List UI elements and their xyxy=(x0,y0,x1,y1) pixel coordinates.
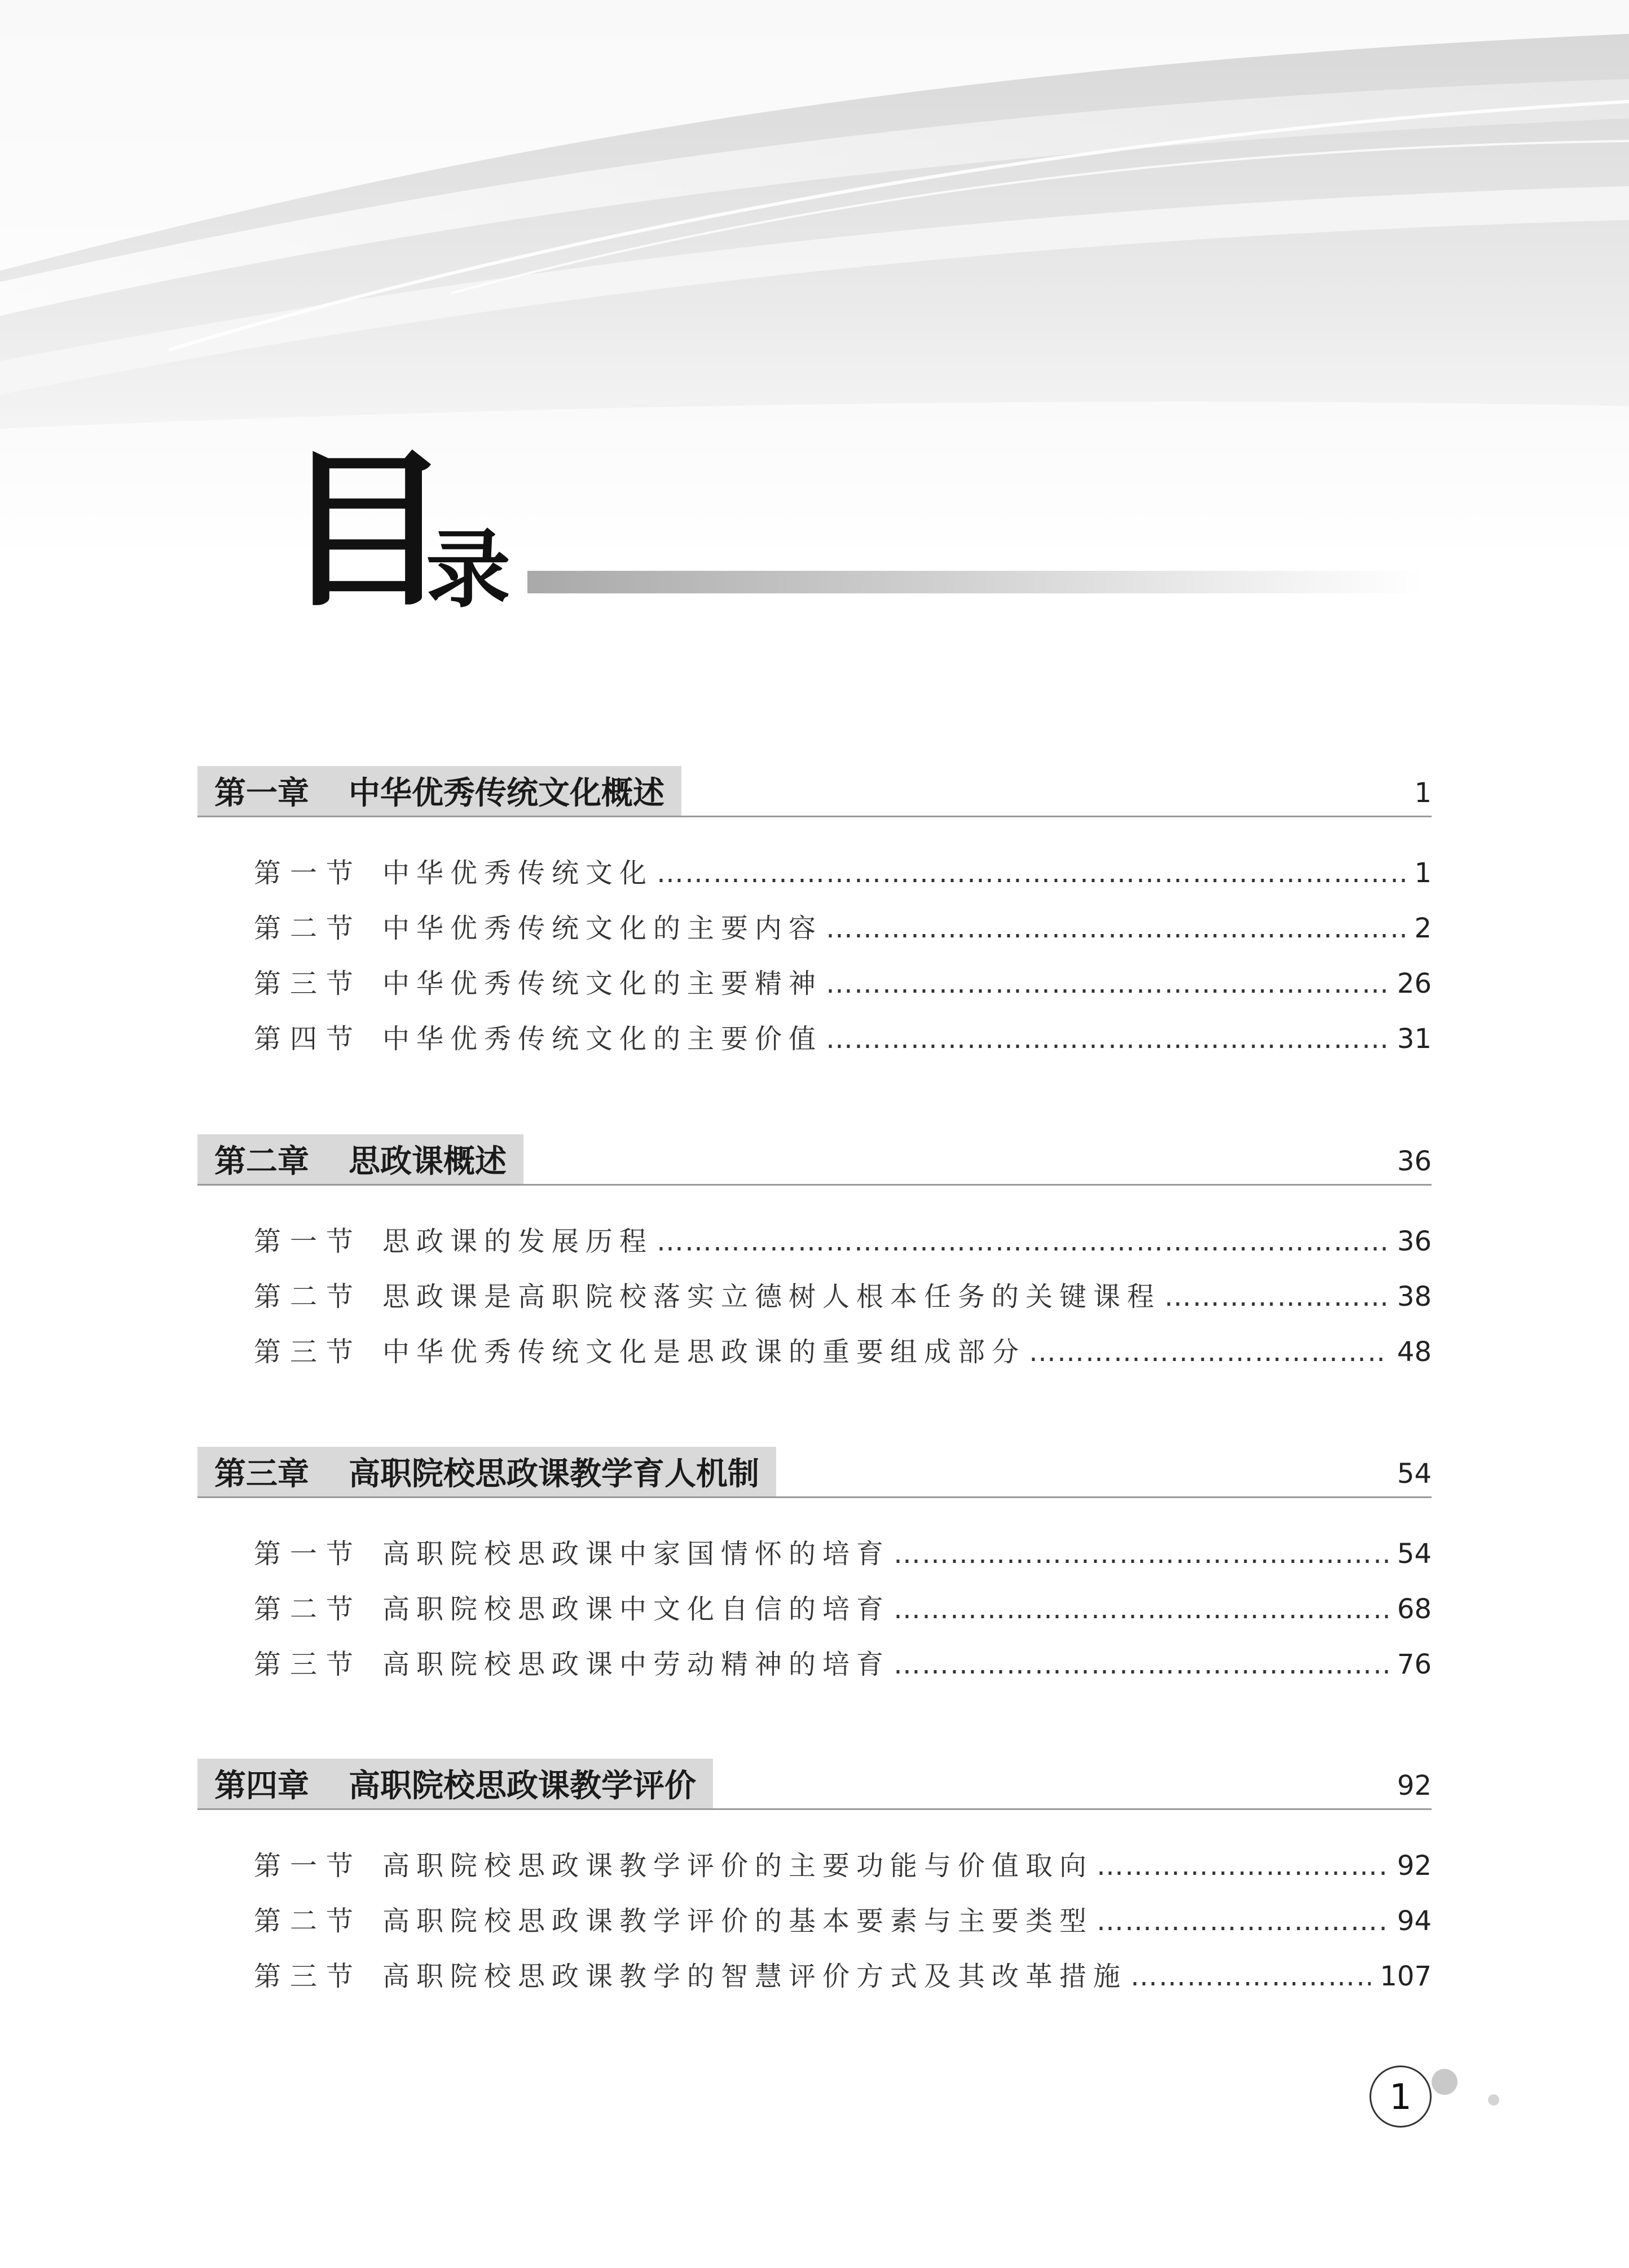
dot-leader xyxy=(826,956,1388,1011)
dot-leader xyxy=(657,845,1405,901)
chapter-title: 思政课概述 xyxy=(349,1143,507,1180)
section-title: 思政课是高职院校落实立德树人根本任务的关键课程 xyxy=(382,1281,1161,1313)
chapter-page-number: 92 xyxy=(1397,1770,1432,1802)
section-page-number: 1 xyxy=(1414,857,1432,889)
dot-leader xyxy=(893,1637,1388,1692)
section-title: 思政课的发展历程 xyxy=(382,1226,654,1257)
section-number: 第二节 xyxy=(254,1281,363,1313)
dot-leader xyxy=(1130,1949,1371,2004)
chapter-page-number: 54 xyxy=(1397,1458,1432,1490)
section-title: 中华优秀传统文化的主要内容 xyxy=(382,913,823,944)
toc-section-entry[interactable] xyxy=(197,1269,1432,1324)
toc-section-entry[interactable] xyxy=(197,1324,1432,1380)
section-number: 第一节 xyxy=(254,857,363,889)
section-title: 高职院校思政课教学评价的主要功能与价值取向 xyxy=(382,1850,1094,1882)
chapter-number: 第二章 xyxy=(214,1143,309,1180)
toc-title-char-1: 目 xyxy=(282,430,451,629)
chapter-title: 高职院校思政课教学评价 xyxy=(349,1768,696,1804)
section-number: 第二节 xyxy=(254,913,363,944)
toc-section-entry[interactable] xyxy=(197,956,1432,1011)
chapter-4 xyxy=(197,1759,1432,2004)
section-title: 中华优秀传统文化的主要精神 xyxy=(382,968,823,999)
toc-section-entry[interactable] xyxy=(197,1011,1432,1067)
section-title: 中华优秀传统文化的主要价值 xyxy=(382,1023,823,1055)
chapter-header[interactable] xyxy=(197,1447,1432,1498)
section-number: 第四节 xyxy=(254,1023,363,1055)
section-title: 高职院校思政课中劳动精神的培育 xyxy=(382,1649,891,1680)
chapter-label xyxy=(197,1447,776,1496)
toc-section-entry[interactable] xyxy=(197,1526,1432,1582)
chapter-1 xyxy=(197,766,1432,1067)
section-number: 第一节 xyxy=(254,1226,363,1257)
dot-leader xyxy=(657,1214,1388,1269)
dot-leader xyxy=(893,1582,1388,1637)
title-underline-bar xyxy=(527,571,1424,593)
section-number: 第三节 xyxy=(254,1961,363,1992)
chapter-label xyxy=(197,1759,713,1808)
dot-leader xyxy=(826,1011,1388,1067)
toc-section-entry[interactable] xyxy=(197,1893,1432,1949)
section-page-number: 54 xyxy=(1397,1538,1432,1570)
chapter-header[interactable] xyxy=(197,1134,1432,1186)
section-number: 第二节 xyxy=(254,1593,363,1625)
chapter-title: 中华优秀传统文化概述 xyxy=(349,775,664,812)
section-title: 高职院校思政课教学的智慧评价方式及其改革措施 xyxy=(382,1961,1128,1992)
section-page-number: 2 xyxy=(1414,913,1432,944)
header-wave-background xyxy=(0,0,1629,564)
toc-section-entry[interactable] xyxy=(197,1214,1432,1269)
section-number: 第一节 xyxy=(254,1850,363,1882)
section-title: 高职院校思政课教学评价的基本要素与主要类型 xyxy=(382,1905,1094,1937)
section-title: 中华优秀传统文化是思政课的重要组成部分 xyxy=(382,1336,1026,1368)
dot-leader xyxy=(1029,1324,1388,1380)
section-page-number: 26 xyxy=(1397,968,1432,999)
chapter-2 xyxy=(197,1134,1432,1380)
dot-leader xyxy=(1097,1838,1388,1893)
dot-leader xyxy=(1097,1893,1388,1949)
chapter-label xyxy=(197,1134,523,1184)
chapter-label xyxy=(197,766,681,816)
chapter-header[interactable] xyxy=(197,1759,1432,1810)
section-number: 第三节 xyxy=(254,1649,363,1680)
chapter-3 xyxy=(197,1447,1432,1692)
toc-section-entry[interactable] xyxy=(197,1949,1432,2004)
section-page-number: 38 xyxy=(1397,1281,1432,1313)
page-number-badge: 1 xyxy=(1370,2066,1432,2128)
section-page-number: 31 xyxy=(1397,1023,1432,1055)
chapter-page-number: 36 xyxy=(1397,1146,1432,1177)
toc-section-entry[interactable] xyxy=(197,845,1432,901)
dot-leader xyxy=(826,901,1405,956)
chapter-number: 第四章 xyxy=(214,1768,309,1804)
dot-leader xyxy=(893,1526,1388,1582)
toc-section-entry[interactable] xyxy=(197,1637,1432,1692)
dot-leader xyxy=(1164,1269,1388,1324)
toc-section-entry[interactable] xyxy=(197,901,1432,956)
decorative-dot xyxy=(1432,2069,1458,2095)
section-number: 第一节 xyxy=(254,1538,363,1570)
section-title: 高职院校思政课中家国情怀的培育 xyxy=(382,1538,891,1570)
section-number: 第二节 xyxy=(254,1905,363,1937)
section-page-number: 36 xyxy=(1397,1226,1432,1257)
chapter-header[interactable] xyxy=(197,766,1432,817)
chapter-page-number: 1 xyxy=(1414,777,1432,809)
chapter-number: 第一章 xyxy=(214,775,309,812)
section-page-number: 107 xyxy=(1380,1961,1432,1992)
toc-title-char-2: 录 xyxy=(426,520,511,619)
section-page-number: 48 xyxy=(1397,1336,1432,1368)
section-page-number: 94 xyxy=(1397,1905,1432,1937)
section-number: 第三节 xyxy=(254,968,363,999)
section-title: 中华优秀传统文化 xyxy=(382,857,654,889)
section-page-number: 68 xyxy=(1397,1593,1432,1625)
section-page-number: 76 xyxy=(1397,1649,1432,1680)
toc-section-entry[interactable] xyxy=(197,1582,1432,1637)
toc-section-entry[interactable] xyxy=(197,1838,1432,1893)
section-number: 第三节 xyxy=(254,1336,363,1368)
chapter-title: 高职院校思政课教学育人机制 xyxy=(349,1456,759,1492)
section-page-number: 92 xyxy=(1397,1850,1432,1882)
chapter-number: 第三章 xyxy=(214,1456,309,1492)
decorative-dot-small xyxy=(1488,2094,1499,2106)
section-title: 高职院校思政课中文化自信的培育 xyxy=(382,1593,891,1625)
